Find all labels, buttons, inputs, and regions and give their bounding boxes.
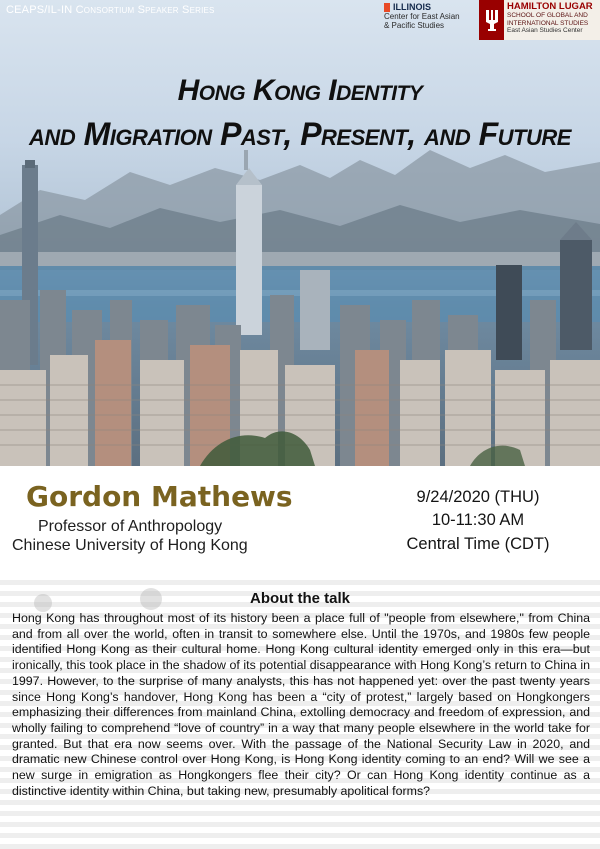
speaker-name: Gordon Mathews (26, 480, 293, 513)
about-heading: About the talk (250, 590, 350, 607)
header-bar (0, 0, 600, 44)
illinois-brand-text: ILLINOIS (393, 2, 431, 12)
event-date: 9/24/2020 (THU) (416, 488, 540, 506)
hamilton-school-line2: INTERNATIONAL STUDIES (507, 19, 589, 27)
speaker-title: Professor of Anthropology (38, 518, 223, 535)
hamilton-name: HAMILTON LUGAR (507, 1, 593, 12)
hamilton-lugar-logo (479, 0, 600, 40)
event-title-line1: Hong Kong Identity (177, 74, 423, 107)
illinois-block-i-icon (384, 3, 390, 12)
iu-trident-icon (479, 0, 504, 40)
event-time: 10-11:30 AM (431, 511, 525, 529)
illinois-unit-line1: Center for East Asian (384, 12, 460, 21)
illinois-unit-line2: & Pacific Studies (384, 21, 445, 30)
series-label: CEAPS/IL-IN Consortium Speaker Series (6, 4, 215, 16)
hamilton-center: East Asian Studies Center (507, 27, 583, 34)
illinois-logo (384, 2, 479, 30)
event-title-line2: and Migration Past, Present, and Future (29, 116, 571, 152)
about-body: Hong Kong has throughout most of its history been a place full of "people from elsewhere," from China and from all over the world, often in transit to somewhere else. Until the 1970s, and 1980s few people identified Hong Kong as their cultural home. Hong Kong cultural identity emerged only in this era—but ironically, this took place in the shadow of its potential disappearance with Hong Kong’s return to China in 1997. However, to the surprise of many analysts, this has not happened yet: over the past twenty years since Hong Kong’s handover, Hong Kong has been a “city of protest,” largely based on Hongkongers emphasizing their differences from mainland China, extolling democracy and freedom of expression, and wholly failing to comprehend “love of country” in a way that many people elsewhere in the world take for granted. But that era now seems over. With the passage of the National Security Law in 2020, and dramatic new Chinese control over Hong Kong, is Hong Kong identity coming to an end? Will we see a new surge in emigration as Hongkongers flee their city? Or can Hong Kong identity continue as a distinctive identity within China, but taking new, presumably apolitical forms? (12, 611, 590, 798)
speaker-affiliation: Chinese University of Hong Kong (12, 537, 248, 554)
hamilton-school-line1: SCHOOL OF GLOBAL AND (507, 12, 588, 19)
event-timezone: Central Time (CDT) (406, 535, 550, 553)
